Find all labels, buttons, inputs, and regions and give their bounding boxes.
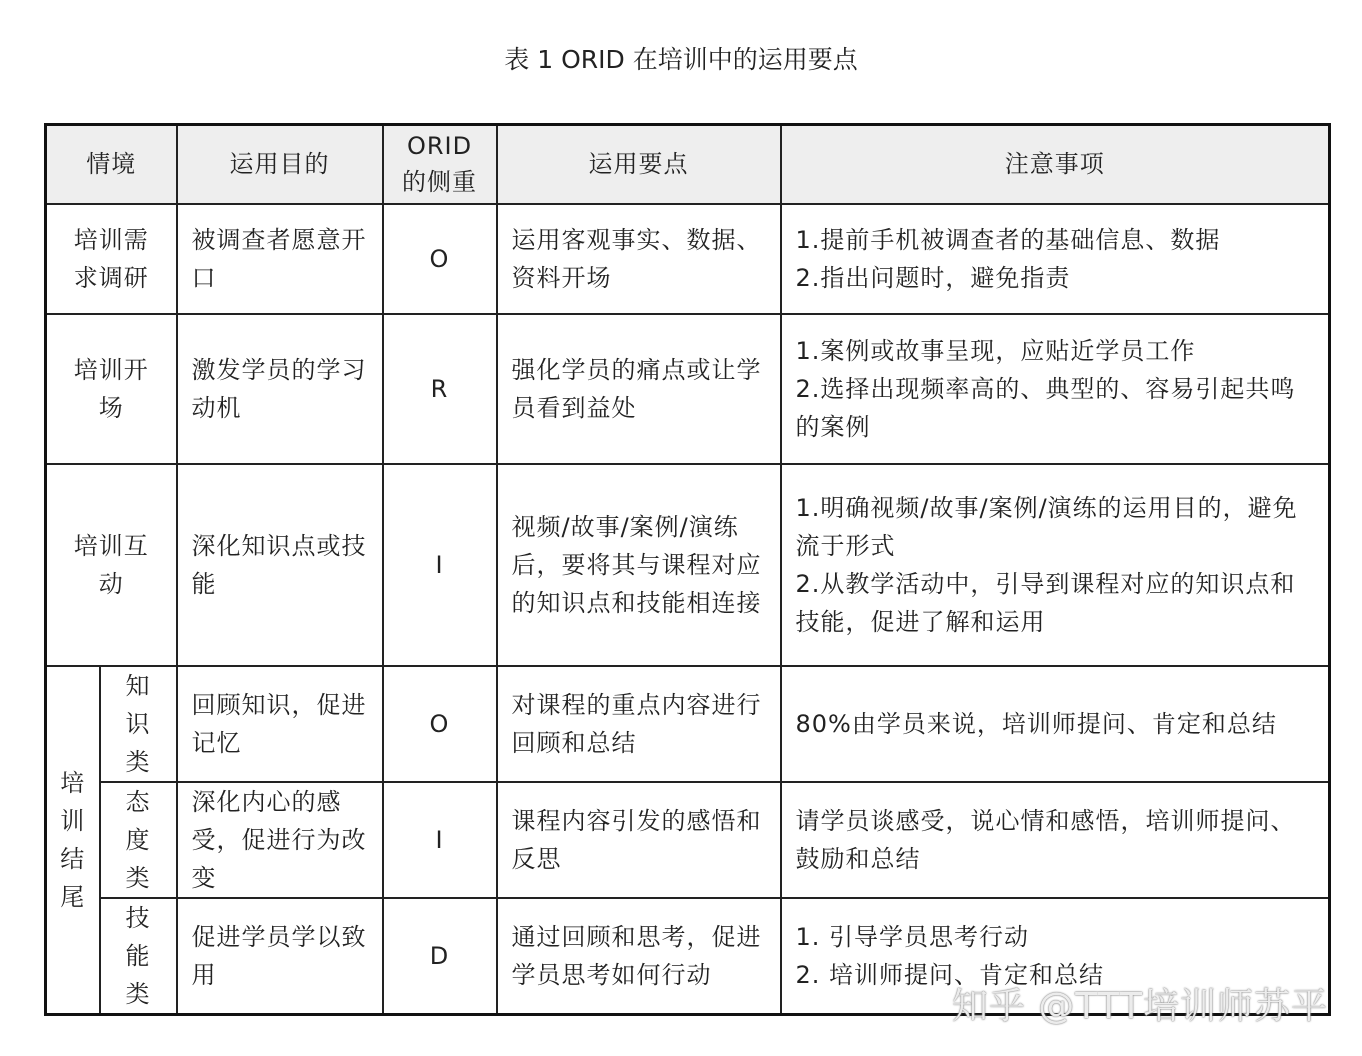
points-cell: 视频/故事/案例/演练后，要将其与课程对应的知识点和技能相连接	[497, 464, 781, 666]
notes-cell: 80%由学员来说，培训师提问、肯定和总结	[781, 666, 1330, 782]
purpose-cell: 深化知识点或技能	[177, 464, 383, 666]
situation-cell: 培训需 求调研	[46, 204, 177, 314]
notes-cell: 1. 引导学员思考行动 2. 培训师提问、肯定和总结	[781, 898, 1330, 1015]
purpose-cell: 深化内心的感受，促进行为改变	[177, 782, 383, 898]
notes-cell: 1.案例或故事呈现，应贴近学员工作 2.选择出现频率高的、典型的、容易引起共鸣的案例	[781, 314, 1330, 464]
table-row	[46, 464, 1330, 666]
situation-cell: 培训开 场	[46, 314, 177, 464]
focus-cell: I	[383, 464, 497, 666]
focus-cell: O	[383, 666, 497, 782]
header-row	[46, 125, 1330, 204]
purpose-cell: 被调查者愿意开口	[177, 204, 383, 314]
header-purpose: 运用目的	[177, 125, 383, 204]
points-cell: 对课程的重点内容进行回顾和总结	[497, 666, 781, 782]
purpose-cell: 激发学员的学习动机	[177, 314, 383, 464]
focus-cell: I	[383, 782, 497, 898]
table-title: 表 1 ORID 在培训中的运用要点	[504, 45, 858, 74]
focus-cell: O	[383, 204, 497, 314]
focus-cell: D	[383, 898, 497, 1015]
purpose-cell: 回顾知识，促进记忆	[177, 666, 383, 782]
points-cell: 运用客观事实、数据、资料开场	[497, 204, 781, 314]
sub-category-cell: 技 能 类	[100, 898, 177, 1015]
header-situation: 情境	[46, 125, 177, 204]
points-cell: 课程内容引发的感悟和反思	[497, 782, 781, 898]
table-row	[46, 314, 1330, 464]
points-cell: 通过回顾和思考，促进学员思考如何行动	[497, 898, 781, 1015]
header-notes: 注意事项	[781, 125, 1330, 204]
situation-cell: 培训互 动	[46, 464, 177, 666]
purpose-cell: 促进学员学以致用	[177, 898, 383, 1015]
header-focus: ORID 的侧重	[383, 125, 497, 204]
watermark: 知乎 @TTT培训师苏平	[951, 986, 1328, 1027]
orid-table	[44, 123, 1331, 1016]
sub-category-cell: 态 度 类	[100, 782, 177, 898]
ending-label-cell: 培 训 结 尾	[46, 666, 100, 1015]
table-row	[46, 782, 1330, 898]
header-points: 运用要点	[497, 125, 781, 204]
focus-cell: R	[383, 314, 497, 464]
table-row	[46, 666, 1330, 782]
notes-cell: 1.明确视频/故事/案例/演练的运用目的，避免流于形式 2.从教学活动中，引导到课程对应的知识点和技能，促进了解和运用	[781, 464, 1330, 666]
sub-category-cell: 知 识 类	[100, 666, 177, 782]
notes-cell: 请学员谈感受，说心情和感悟，培训师提问、鼓励和总结	[781, 782, 1330, 898]
points-cell: 强化学员的痛点或让学员看到益处	[497, 314, 781, 464]
notes-cell: 1.提前手机被调查者的基础信息、数据 2.指出问题时，避免指责	[781, 204, 1330, 314]
table-row	[46, 204, 1330, 314]
